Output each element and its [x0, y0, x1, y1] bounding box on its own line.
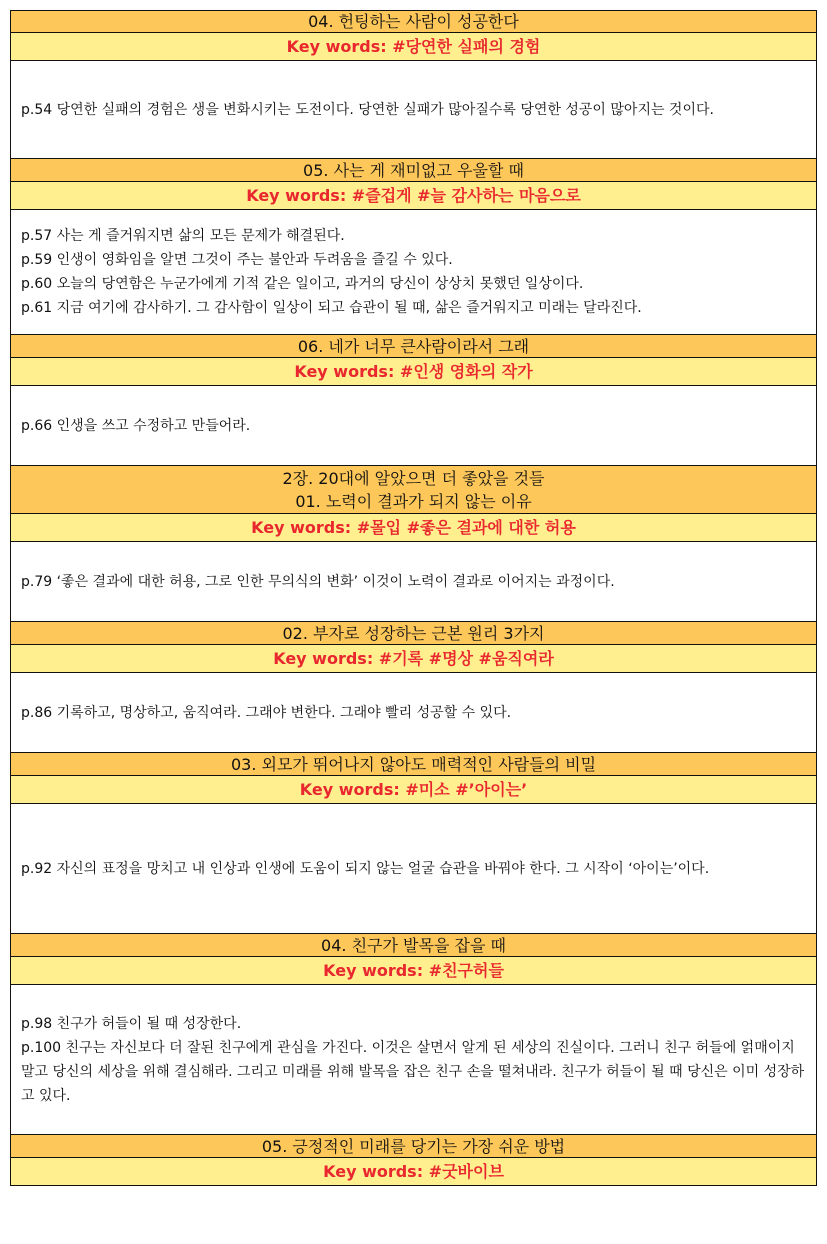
section-body	[10, 61, 817, 159]
quote-paragraph: p.79 ‘좋은 결과에 대한 허용, 그로 인한 무의식의 변화’ 이것이 노력이 결과로 이어지는 과정이다.	[21, 573, 615, 590]
keywords: Key words: #기록 #명상 #움직여라	[10, 645, 817, 673]
section-title	[10, 159, 817, 182]
section-title	[10, 335, 817, 358]
keywords: Key words: #즐겁게 #늘 감사하는 마음으로	[10, 182, 817, 210]
section-title-line: 03. 외모가 뛰어나지 않아도 매력적인 사람들의 비밀	[230, 754, 597, 774]
keywords: Key words: #친구허들	[10, 957, 817, 985]
document-table	[10, 10, 817, 1186]
section-body	[10, 804, 817, 934]
section-body	[10, 542, 817, 622]
section-title-line: 05. 긍정적인 미래를 당기는 가장 쉬운 방법	[261, 1136, 566, 1156]
section-title	[10, 466, 817, 514]
section-title-line: 05. 사는 게 재미없고 우울할 때	[303, 160, 524, 180]
quote-paragraph: p.59 인생이 영화임을 알면 그것이 주는 불안과 두려움을 즐길 수 있다.	[21, 252, 453, 268]
quote-paragraph: p.66 인생을 쓰고 수정하고 만들어라.	[21, 417, 251, 434]
section-title	[10, 10, 817, 33]
section-title	[10, 934, 817, 957]
section-title-line: 04. 헌팅하는 사람이 성공한다	[308, 12, 519, 31]
section-title-line: 2장. 20대에 알았으면 더 좋았을 것들	[282, 468, 545, 488]
section-title	[10, 753, 817, 776]
section-title-line: 02. 부자로 성장하는 근본 원리 3가지	[282, 623, 545, 643]
quote-paragraph: p.60 오늘의 당연함은 누군가에게 기적 같은 일이고, 과거의 당신이 상상치 못했던 일상이다.	[21, 276, 584, 292]
section-title-line: 04. 친구가 발목을 잡을 때	[321, 935, 506, 955]
section-body	[10, 985, 817, 1135]
quote-paragraph: p.54 당연한 실패의 경험은 생을 변화시키는 도전이다. 당연한 실패가 많아질수록 당연한 성공이 많아지는 것이다.	[21, 101, 714, 118]
quote-paragraph: p.100 친구는 자신보다 더 잘된 친구에게 관심을 가진다. 이것은 살면서 알게 된 세상의 진실이다. 그러니 친구 허들에 얽매이지 말고 당신의 세상을 위해 결심해라. 그리고 미래를 위해 발목을 잡은 친구 손을 떨쳐내라. 친구가 허들이 될 때 당신은 이미 성장하고 있다.	[21, 1039, 805, 1104]
quote-paragraph: p.57 사는 게 즐거워지면 삶의 모든 문제가 해결된다.	[21, 228, 345, 244]
keywords: Key words: #굿바이브	[10, 1158, 817, 1186]
keywords: Key words: #인생 영화의 작가	[10, 358, 817, 386]
quote-paragraph: p.86 기록하고, 명상하고, 움직여라. 그래야 변한다. 그래야 빨리 성공할 수 있다.	[21, 704, 512, 721]
quote-paragraph: p.92 자신의 표정을 망치고 내 인상과 인생에 도움이 되지 않는 얼굴 습관을 바꿔야 한다. 그 시작이 ‘아이는’이다.	[21, 860, 710, 877]
section-title	[10, 1135, 817, 1158]
section-title-line: 01. 노력이 결과가 되지 않는 이유	[295, 491, 532, 511]
keywords: Key words: #몰입 #좋은 결과에 대한 허용	[10, 514, 817, 542]
section-body	[10, 673, 817, 753]
section-title	[10, 622, 817, 645]
section-body	[10, 210, 817, 335]
quote-paragraph: p.98 친구가 허들이 될 때 성장한다.	[21, 1015, 242, 1032]
keywords: Key words: #당연한 실패의 경험	[10, 33, 817, 61]
section-title-line: 06. 네가 너무 큰사람이라서 그래	[297, 336, 530, 356]
keywords: Key words: #미소 #’아이는’	[10, 776, 817, 804]
section-body	[10, 386, 817, 466]
quote-paragraph: p.61 지금 여기에 감사하기. 그 감사함이 일상이 되고 습관이 될 때, 삶은 즐거워지고 미래는 달라진다.	[21, 300, 642, 316]
